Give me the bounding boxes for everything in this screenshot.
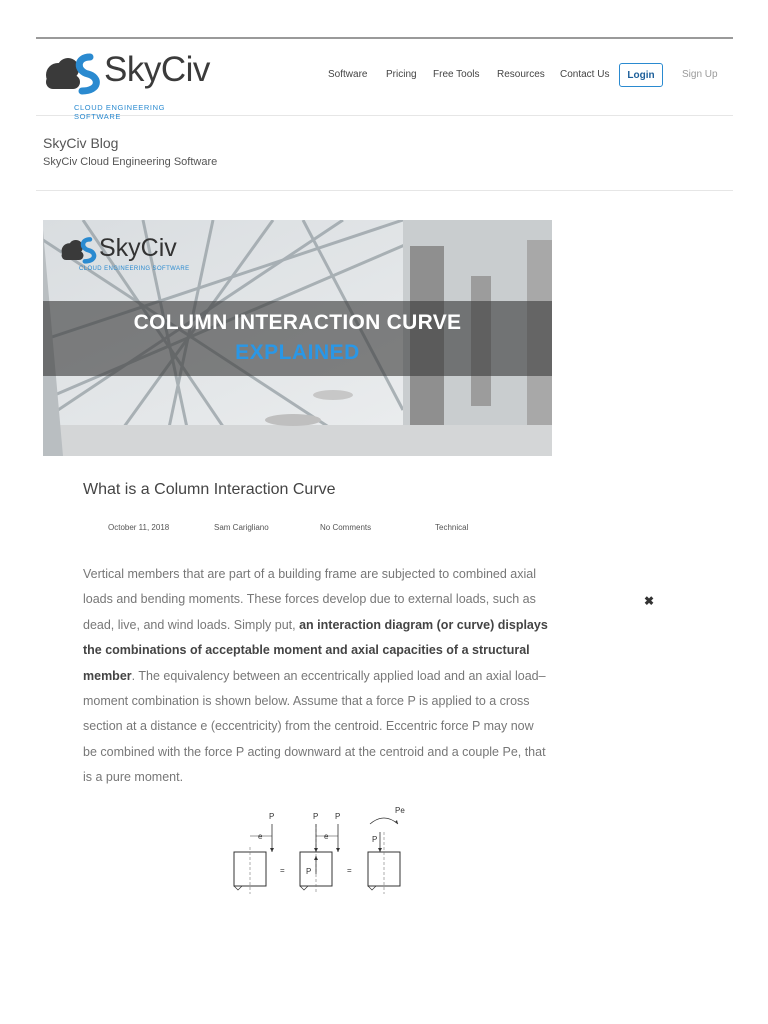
header-divider xyxy=(36,190,733,191)
diagram-e-label: e xyxy=(258,832,263,841)
cloud-logo-icon xyxy=(42,53,104,97)
body-text: Vertical members that are part of a building frame are subjected to combined axial loads and bending moments. These forces develop due to external loads, such as dead, live, and wind loads. Simply put, xyxy=(83,567,537,632)
diagram-p-label-3: P xyxy=(335,812,341,821)
nav-free-tools[interactable]: Free Tools xyxy=(433,69,480,80)
eccentric-load-diagram xyxy=(224,802,414,894)
diagram-pe-label: Pe xyxy=(395,806,405,815)
post-author[interactable]: Sam Carigliano xyxy=(214,523,269,532)
diagram-p-label-4: P xyxy=(306,867,312,876)
diagram-equals: = xyxy=(280,866,285,875)
blog-title[interactable]: SkyCiv Blog xyxy=(43,135,119,151)
post-date[interactable]: October 11, 2018 xyxy=(108,523,170,532)
diagram-e-label-2: e xyxy=(324,832,329,841)
post-comments[interactable]: No Comments xyxy=(320,523,372,532)
post-body xyxy=(83,562,548,791)
body-bold: an interaction diagram (or curve) displays the combinations of acceptable moment and axial capacities of a structural member xyxy=(83,617,548,683)
hero-logo-wordmark: SkyCiv xyxy=(99,234,177,262)
nav-contact-us[interactable]: Contact Us xyxy=(560,69,610,80)
hero-logo-tagline: CLOUD ENGINEERING SOFTWARE xyxy=(79,266,190,272)
diagram-p-label-5: P xyxy=(372,835,378,844)
close-icon[interactable]: ✖ xyxy=(644,594,655,608)
diagram-p-label: P xyxy=(269,812,275,821)
hero-title-line1: COLUMN INTERACTION CURVE xyxy=(133,311,462,334)
signup-link[interactable]: Sign Up xyxy=(682,69,718,80)
login-button[interactable]: Login xyxy=(619,63,663,87)
body-text-cont: . The equivalency between an eccentrically applied load and an axial load–moment combination is shown below. Assume that a force P is applied to a cross section at a distance e (eccentricity) from the centroid. Eccentric force P may now be combined with the force P acting downward at the centroid and a couple Pe, that is a pure moment. xyxy=(83,668,546,785)
diagram-equals-2: = xyxy=(347,866,352,875)
nav-software[interactable]: Software xyxy=(328,69,368,80)
hero-image xyxy=(43,220,552,456)
logo-wordmark: SkyCiv xyxy=(104,50,210,89)
cloud-logo-icon xyxy=(59,236,99,266)
logo-tagline: CLOUD ENGINEERING SOFTWARE xyxy=(74,103,166,121)
hero-title-line2: EXPLAINED xyxy=(235,341,360,364)
post-title[interactable]: What is a Column Interaction Curve xyxy=(83,481,336,498)
site-header xyxy=(36,39,733,121)
nav-pricing[interactable]: Pricing xyxy=(386,69,417,80)
post-category[interactable]: Technical xyxy=(435,523,469,532)
diagram-p-label-2: P xyxy=(313,812,319,821)
skyciv-logo[interactable] xyxy=(42,49,212,121)
nav-resources[interactable]: Resources xyxy=(497,69,545,80)
blog-subtitle: SkyCiv Cloud Engineering Software xyxy=(43,156,218,168)
